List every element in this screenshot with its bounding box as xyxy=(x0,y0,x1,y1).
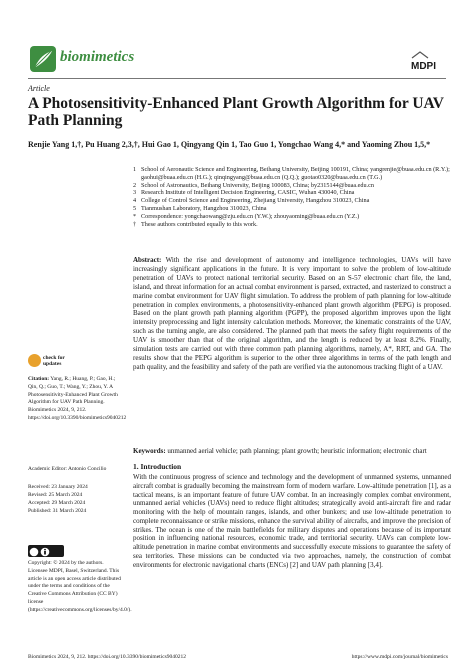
affiliation-text: These authors contributed equally to this work. xyxy=(141,220,258,228)
copyright-notice: Copyright: © 2024 by the authors. Licensee MDPI, Basel, Switzerland. This article is an open access article distributed under the terms and conditions of the Creative Commons Attribution (CC BY) license (https://creativecommons.org/licenses/by/4.0/). xyxy=(28,560,132,613)
journal-logo-icon xyxy=(30,46,56,72)
affiliation-item xyxy=(133,221,451,229)
affiliation-text: College of Control Science and Engineering, Zhejiang University, Hangzhou 310023, China xyxy=(141,197,370,205)
keywords-label: Keywords: xyxy=(133,447,166,455)
date-received: Received: 23 January 2024 xyxy=(28,484,88,490)
affiliation-text: Correspondence: yongchaowang@zju.edu.cn (Y.W.); zhouyaoming@buaa.edu.cn (Y.Z.) xyxy=(141,212,360,220)
affiliation-item xyxy=(133,166,451,182)
affiliation-mark: 1 xyxy=(133,166,137,173)
citation-label: Citation: xyxy=(28,376,50,382)
header-divider xyxy=(28,78,446,79)
citation-block xyxy=(28,376,127,423)
page-footer xyxy=(28,654,448,660)
affiliation-text: Tianmushan Laboratory, Hangzhou 310023, China xyxy=(141,204,267,212)
article-title: A Photosensitivity-Enhanced Plant Growth Algorithm for UAV Path Planning xyxy=(28,95,444,129)
affiliation-mark: 4 xyxy=(133,197,137,205)
affiliation-text: School of Aeronautic Science and Engineering, Beihang University, Beijing 100191, China; yangrenjie@buaa.edu.cn (R.Y.); gaohui@buaa.edu.cn (H.G.); qinqingyang@buaa.edu.cn (Q.Q.); guotao0320@buaa.edu.cn (T.G.) xyxy=(141,166,450,181)
affiliation-mark: 2 xyxy=(133,181,137,189)
introduction-text: With the continuous progress of science and technology and the development of unmanned systems, unmanned aircraft combat is gradually becoming the mainstream form of modern warfare. Low-altitude penetration [1], as a tactical means, is an important feature of future UAV combat. In an increasingly complex combat environment, unmanned aerial vehicles (UAVs) need to reduce flight altitudes; strategically avoid anti-aircraft fire and radar monitoring with the help of mountain ranges, islands, and other bunkers; and use low-altitude penetration to complete reconnaissance or strike missions, enhance the survival ability of aircrafts, and improve the precision of strikes. The ocean is one of the main battlefields for military disputes and operations because of its important position in influencing national resources, economic trade, and territorial security. UAVs can complete low-altitude penetration in marine combat environments and successfully execute missions to guarantee the safety of sea territories. These missions can be conducted via two approaches, namely, the construction of combat environments for electronic navigational charts (ENCs) [2] and UAV path planning [3,4]. xyxy=(133,473,451,569)
abstract-text: With the rise and development of autonomy and intelligence technologies, UAVs will have increasingly significant applications in the future. It is very important to solve the problem of low-altitude penetration of UAVs to protect national territorial security. Based on an S-57 electronic chart file, the land, island, and threat information for an actual combat environment is parsed, extracted, and rasterized to construct a marine combat environment for UAV flight simulation. To address the problem of path planning for low-altitude penetration in complex environments, a photosensitivity-enhanced plant growth algorithm (PEPG) is proposed. Based on the plant growth path planning algorithm (PGPP), the proposed algorithm improves upon the light intensity preprocessing and light intensity calculation methods. Moreover, the kinematic constraints of the UAV, such as the turning angle, are also considered. The planned path that meets the safety flight requirements of the UAV is smoother than that of the original algorithm, and the length is reduced by at least 8.2%. Finally, simulation tests are carried out with three common path planning algorithms, namely, A*, RRT, and GA. The results show that the PEPG algorithm is superior to the other three algorithms in terms of the path length and path quality, and the feasibility and safety of the path are verified via the autonomous tracking flight of a UAV. xyxy=(133,256,451,371)
citation-text: Yang, R.; Huang, P.; Gao, H.; Qin, Q.; Guo, T.; Wang, Y.; Zhou, Y. A Photosensitivity-Enhanced Plant Growth Algorithm for UAV Path Planning. Biomimetics 2024, 9, 212. https://doi.org/10.3390/biomimetics9040212 xyxy=(28,376,127,421)
keywords-text: unmanned aerial vehicle; path planning; plant growth; heuristic information; electronic chart xyxy=(167,447,427,455)
section-heading: 1. Introduction xyxy=(133,462,182,471)
affiliation-item xyxy=(133,197,451,205)
mdpi-logo[interactable] xyxy=(410,50,446,72)
cc-by-license-icon[interactable] xyxy=(28,545,64,557)
affiliation-mark: 3 xyxy=(133,189,137,197)
footer-journal-link[interactable]: https://www.mdpi.com/journal/biomimetics xyxy=(351,654,448,660)
affiliation-mark: * xyxy=(133,212,137,220)
affiliation-text: School of Astronautics, Beihang University, Beijing 100083, China; by2315144@buaa.edu.cn xyxy=(141,181,374,189)
abstract xyxy=(133,256,451,372)
affiliation-mark: 5 xyxy=(133,204,137,212)
journal-name[interactable]: biomimetics xyxy=(60,49,135,65)
svg-text:MDPI: MDPI xyxy=(411,61,436,72)
check-updates-label[interactable]: check for updates xyxy=(43,355,65,368)
keywords xyxy=(133,447,451,456)
affiliation-text: Research Institute of Intelligent Decision Engineering, CASIC, Wuhan 430040, China xyxy=(141,189,355,197)
footer-citation[interactable]: Biomimetics 2024, 9, 212. https://doi.org/10.3390/biomimetics9040212 xyxy=(28,654,187,660)
affiliation-item xyxy=(133,213,451,221)
article-type: Article xyxy=(28,84,50,93)
affiliation-item xyxy=(133,182,451,190)
affiliation-item xyxy=(133,189,451,197)
affiliation-mark: † xyxy=(133,220,137,228)
date-revised: Revised: 25 March 2024 xyxy=(28,492,83,498)
academic-editor: Academic Editor: Antonio Concilio xyxy=(28,466,107,472)
author-list: Renjie Yang 1,†, Pu Huang 2,3,†, Hui Gao 1, Qingyang Qin 1, Tao Guo 1, Yongchao Wang 4,* and Yaoming Zhou 1,5,* xyxy=(28,140,431,149)
date-published: Published: 31 March 2024 xyxy=(28,508,87,514)
date-accepted: Accepted: 29 March 2024 xyxy=(28,500,86,506)
abstract-label: Abstract: xyxy=(133,256,162,264)
affiliation-item xyxy=(133,205,451,213)
affiliations xyxy=(133,166,451,228)
check-updates-icon[interactable] xyxy=(28,354,41,367)
